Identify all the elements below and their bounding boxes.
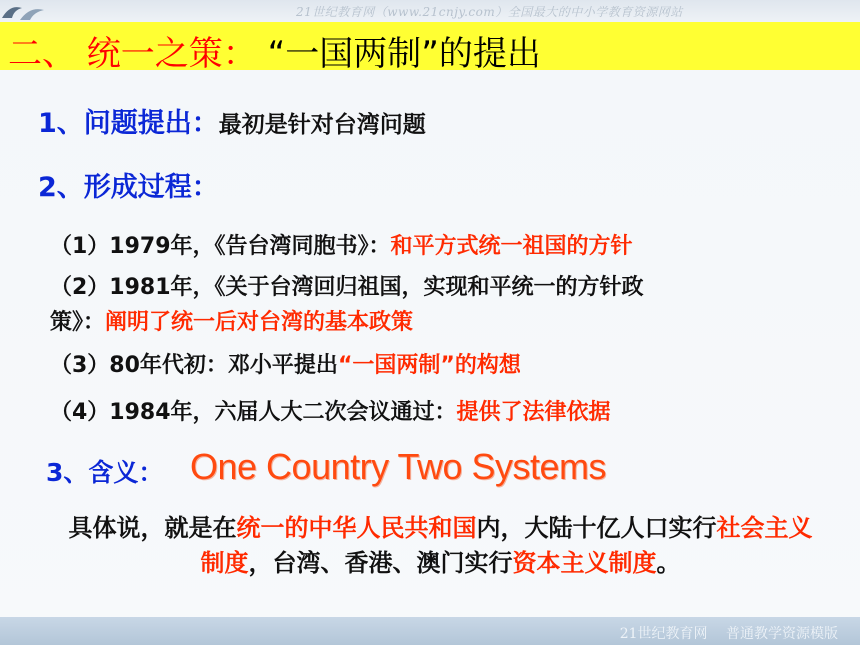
item2-highlight: 阐明了统一后对台湾的基本政策 [105, 310, 414, 335]
item2-lead: （2）1981年，《关于台湾回归祖国，实现和平统一的方针政 [50, 275, 644, 300]
footer-text: 21世纪教育网 普通教学资源模版 [619, 626, 838, 642]
list-item [50, 348, 521, 379]
title-quoted: “一国两制”的提出 [267, 34, 541, 74]
para-text-4: 。 [656, 549, 681, 577]
list-item [50, 395, 611, 426]
list-item-continued [50, 305, 413, 336]
section3-line [46, 453, 163, 489]
footer-bar [0, 617, 860, 645]
definition-paragraph [63, 511, 818, 581]
section1-line [38, 101, 426, 140]
para-highlight-2: 社会主义制度 [200, 514, 813, 577]
section1-heading: 1、问题提出： [38, 108, 219, 139]
item3-highlight: “一国两制”的构想 [337, 353, 521, 378]
item1-lead: （1）1979年，《告台湾同胞书》： [50, 234, 391, 259]
logo-swirl-icon [0, 0, 60, 22]
item2-lead2: 策》： [50, 310, 106, 335]
para-highlight-3: 资本主义制度 [512, 549, 657, 577]
english-term: One Country Two Systems [190, 446, 606, 487]
list-item [50, 270, 644, 301]
para-text-2: 内，大陆十亿人口实行 [476, 514, 717, 542]
title-prefix: 二、 统一之策： [8, 34, 257, 74]
item4-lead: （4）1984年，六届人大二次会议通过： [50, 400, 457, 425]
item1-highlight: 和平方式统一祖国的方针 [390, 234, 633, 259]
section2-line [38, 165, 219, 204]
item3-lead: （3）80年代初：邓小平提出 [50, 353, 338, 378]
top-band [0, 0, 860, 22]
section2-heading: 2、形成过程： [38, 172, 219, 203]
section3-heading: 3、含义： [46, 458, 164, 487]
item4-highlight: 提供了法律依据 [456, 400, 611, 425]
header-watermark: 21世纪教育网（www.21cnjy.com）全国最大的中小学教育资源网站 [296, 5, 683, 19]
para-text-3: ，台湾、香港、澳门实行 [248, 549, 513, 577]
section1-text: 最初是针对台湾问题 [218, 112, 426, 138]
page-title [8, 26, 541, 75]
para-text-1: 具体说，就是在 [68, 514, 237, 542]
para-highlight-1: 统一的中华人民共和国 [236, 514, 477, 542]
list-item [50, 229, 633, 260]
